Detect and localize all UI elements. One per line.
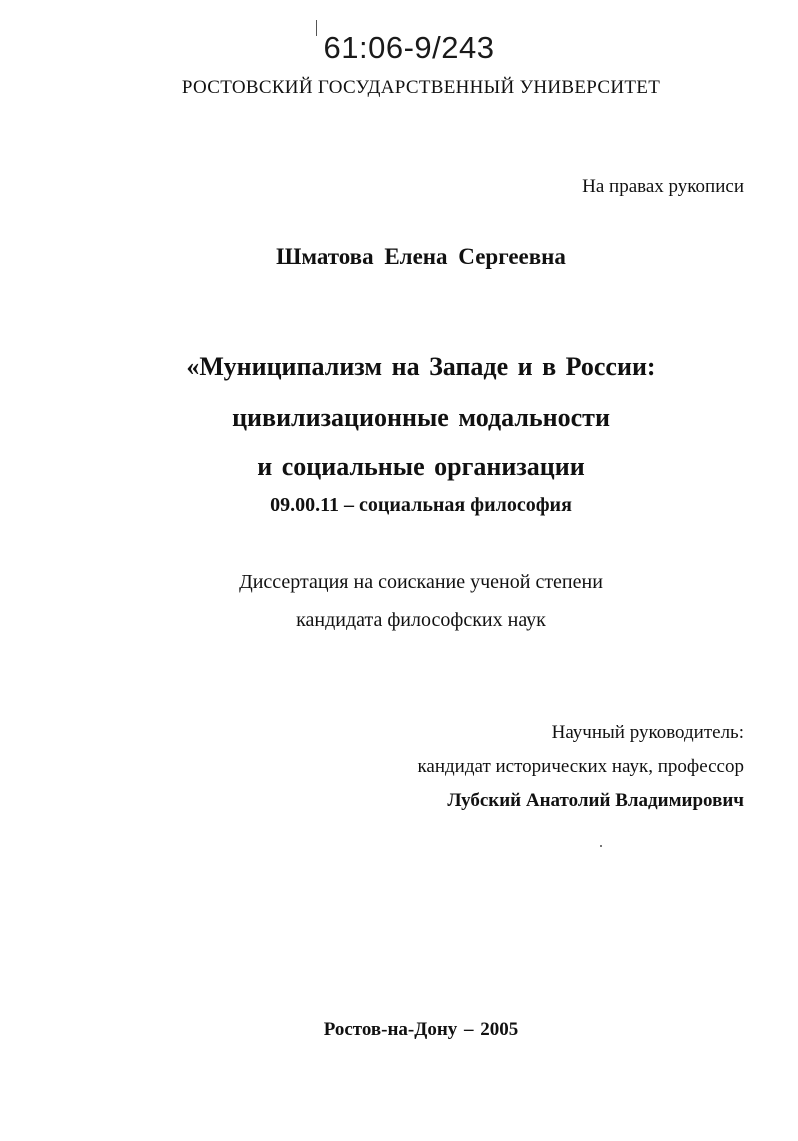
- supervisor-label: Научный руководитель:: [551, 722, 744, 743]
- university-name: РОСТОВСКИЙ ГОСУДАРСТВЕННЫЙ УНИВЕРСИТЕТ: [181, 77, 661, 98]
- scan-artifact-dot: [600, 845, 602, 847]
- title-line-3: и социальные организации: [257, 452, 585, 481]
- dissertation-line-1: Диссертация на соискание ученой степени: [239, 571, 603, 593]
- rights-note: На правах рукописи: [582, 176, 744, 197]
- supervisor-degree: кандидат исторических наук, профессор: [417, 756, 744, 777]
- specialty-code: 09.00.11 – социальная философия: [270, 494, 572, 516]
- city-year: Ростов-на-Дону – 2005: [323, 1019, 519, 1040]
- title-line-1: «Муниципализм на Западе и в России:: [186, 352, 656, 381]
- supervisor-name: Лубский Анатолий Владимирович: [447, 790, 744, 811]
- author-name: Шматова Елена Сергеевна: [276, 244, 566, 269]
- dissertation-line-2: кандидата философских наук: [296, 609, 546, 631]
- title-line-2: цивилизационные модальности: [232, 403, 610, 432]
- catalog-number: 61:06-9/243: [323, 30, 495, 65]
